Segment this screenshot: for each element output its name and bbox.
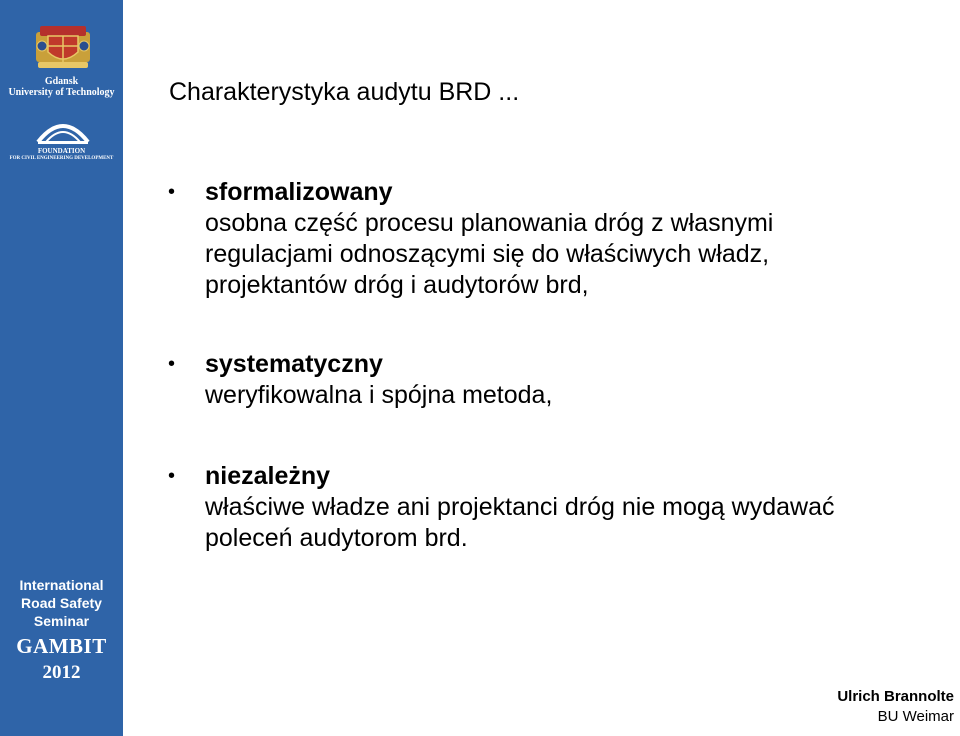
foundation-line2: FOR CIVIL ENGINEERING DEVELOPMENT	[9, 156, 114, 161]
slide-title: Charakterystyka audytu BRD ...	[169, 78, 520, 106]
footer-institution: BU Weimar	[877, 708, 954, 725]
university-name-line1: Gdansk	[44, 76, 79, 87]
foundation-line1: FOUNDATION	[37, 147, 86, 155]
sidebar	[0, 0, 123, 736]
seminar-line3: Seminar	[33, 613, 90, 629]
seminar-line1: International	[19, 577, 104, 593]
bullet-heading: sformalizowany	[205, 178, 393, 206]
bullet-dot-icon: •	[168, 181, 176, 203]
bullet-heading: niezależny	[205, 462, 331, 490]
bullet-line: regulacjami odnoszącymi się do właściwych władz,	[205, 240, 770, 268]
gambit-logo-text: GAMBIT	[16, 634, 107, 658]
university-crest-icon	[34, 22, 92, 70]
seminar-year: 2012	[42, 662, 81, 683]
bullet-line: właściwe władze ani projektanci dróg nie mogą wydawać	[205, 493, 835, 521]
bullet-item	[165, 460, 945, 554]
bullet-line: poleceń audytorom brd.	[205, 524, 468, 552]
bullet-line: projektantów dróg i audytorów brd,	[205, 271, 589, 299]
bullet-item	[165, 176, 945, 301]
bullet-line: weryfikowalna i spójna metoda,	[205, 381, 553, 409]
university-name-line2: University of Technology	[8, 87, 115, 98]
seminar-line2: Road Safety	[21, 595, 102, 611]
bullet-list	[165, 176, 945, 554]
bullet-dot-icon: •	[168, 353, 176, 375]
foundation-bridge-logo-icon	[36, 116, 90, 146]
bullet-heading: systematyczny	[205, 350, 383, 378]
bullet-dot-icon: •	[168, 465, 176, 487]
bullet-item	[165, 348, 945, 411]
footer-author: Ulrich Brannolte	[837, 688, 954, 705]
bullet-line: osobna część procesu planowania dróg z własnymi	[205, 209, 774, 237]
